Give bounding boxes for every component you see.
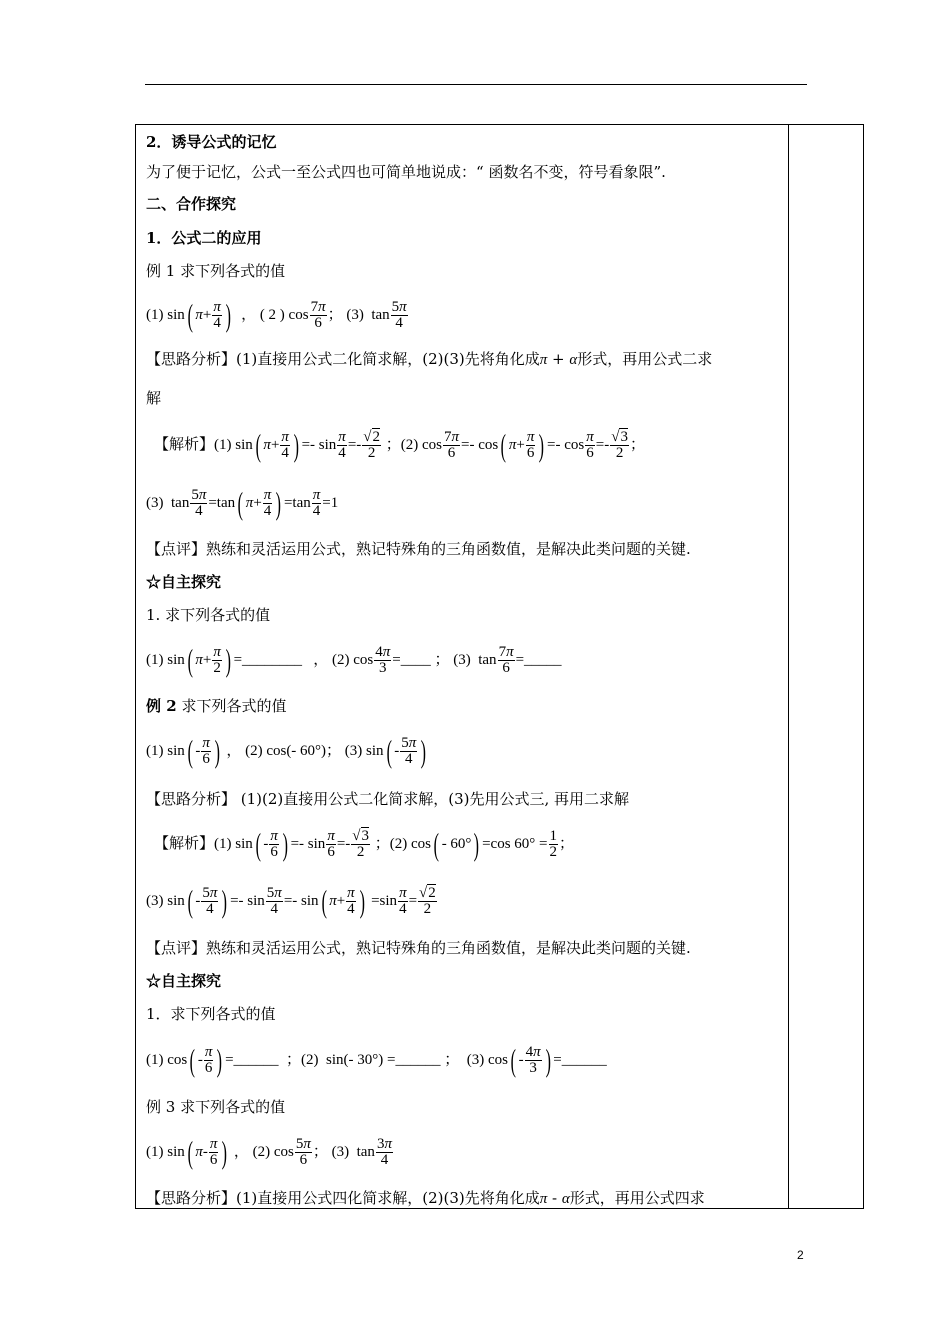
column-divider — [788, 125, 789, 1208]
solution-1-line-1: 【解析】(1) sin ( π + $\frac{\pi}{4}$ ) =- sin $\frac{\pi}{4}$ =- $\frac{√2}{2}$ ；(2) cos $\frac{7\pi}{6}$ =- cos ( π + $\frac{\pi}{6}$ ) =- cos $\frac{\pi}{6}$ =- $\frac{√3}{2}$ ； — [154, 427, 645, 463]
heading-cooperation: 二、合作探究 — [146, 195, 237, 213]
comment-2: 【点评】熟练和灵活运用公式，熟记特殊角的三角函数值，是解决此类问题的关键. — [146, 939, 691, 957]
example-2-title: 例 2 求下列各式的值 — [146, 697, 287, 715]
analysis-1-cont: 解 — [146, 389, 162, 407]
content-table — [135, 124, 864, 1209]
example-3-expressions: (1) sin ( π - $\frac{\pi}{6}$ ) ， (2) cos $\frac{5\pi}{6}$ ； (3) tan $\frac{3\pi}{4}$ — [146, 1134, 392, 1170]
example-1-title: 例 1 求下列各式的值 — [146, 262, 286, 280]
solution-1-line-2: (3) tan $\frac{5\pi}{4}$ =tan ( π + $\frac{\pi}{4}$ ) =tan $\frac{\pi}{4}$ =1 — [146, 485, 339, 521]
solution-2-line-1: 【解析】(1) sin ( - $\frac{\pi}{6}$ ) =- sin $\frac{\pi}{6}$ =- $\frac{√3}{2}$ ；(2) cos ( - 60° ) =cos 60° = $\frac{1}{2}$ ； — [154, 826, 575, 862]
example-1-expressions: (1) sin ( π + $\frac{\pi}{4}$ ) ， ( 2 ) cos $\frac{7\pi}{6}$ ； (3) tan $\frac{5\pi}{4}$ — [146, 297, 407, 333]
exercise-2-expressions: (1) cos ( - $\frac{\pi}{6}$ ) =______ ；(2) sin(- 30°) =______ ； (3) cos ( - $\frac{4\pi}{3}$ ) =______ — [146, 1042, 607, 1078]
heading-memory: 2．诱导公式的记忆 — [146, 133, 277, 151]
heading-formula-two: 1．公式二的应用 — [146, 229, 262, 247]
page-number: 2 — [797, 1248, 804, 1262]
self-explore-2: ☆自主探究 — [146, 972, 222, 990]
example-2-expressions: (1) sin ( - $\frac{\pi}{6}$ ) ， (2) cos(- 60°)； (3) sin ( - $\frac{5\pi}{4}$ ) — [146, 733, 427, 769]
example-3-title: 例 3 求下列各式的值 — [146, 1098, 286, 1116]
solution-2-line-2: (3) sin ( - $\frac{5\pi}{4}$ ) =- sin $\frac{5\pi}{4}$ =- sin ( π + $\frac{\pi}{4}$ ) =sin $\frac{\pi}{4}$ = $\frac{√2}{2}$ — [146, 883, 436, 919]
exercise-1-expressions: (1) sin ( π + $\frac{\pi}{2}$ ) =________ ， (2) cos $\frac{4\pi}{3}$ =____ ； (3) tan $\frac{7\pi}{6}$ =_____ — [146, 642, 562, 678]
exercise-2-title: 1．求下列各式的值 — [146, 1005, 276, 1023]
comment-1: 【点评】熟练和灵活运用公式，熟记特殊角的三角函数值，是解决此类问题的关键. — [146, 540, 691, 558]
paragraph-memory: 为了便于记忆，公式一至公式四也可简单地说成：“ 函数名不变，符号看象限”. — [146, 163, 666, 181]
self-explore-1: ☆自主探究 — [146, 573, 222, 591]
analysis-2: 【思路分析】 (1)(2)直接用公式二化简求解，(3)先用公式三, 再用二求解 — [146, 790, 630, 808]
header-rule — [145, 84, 807, 85]
exercise-1-title: 1. 求下列各式的值 — [146, 606, 271, 624]
analysis-1: 【思路分析】(1)直接用公式二化简求解，(2)(3)先将角化成π + α形式，再用公式二求 — [146, 350, 713, 368]
analysis-3: 【思路分析】(1)直接用公式四化简求解，(2)(3)先将角化成π - α形式，再用公式四求 — [146, 1189, 705, 1207]
